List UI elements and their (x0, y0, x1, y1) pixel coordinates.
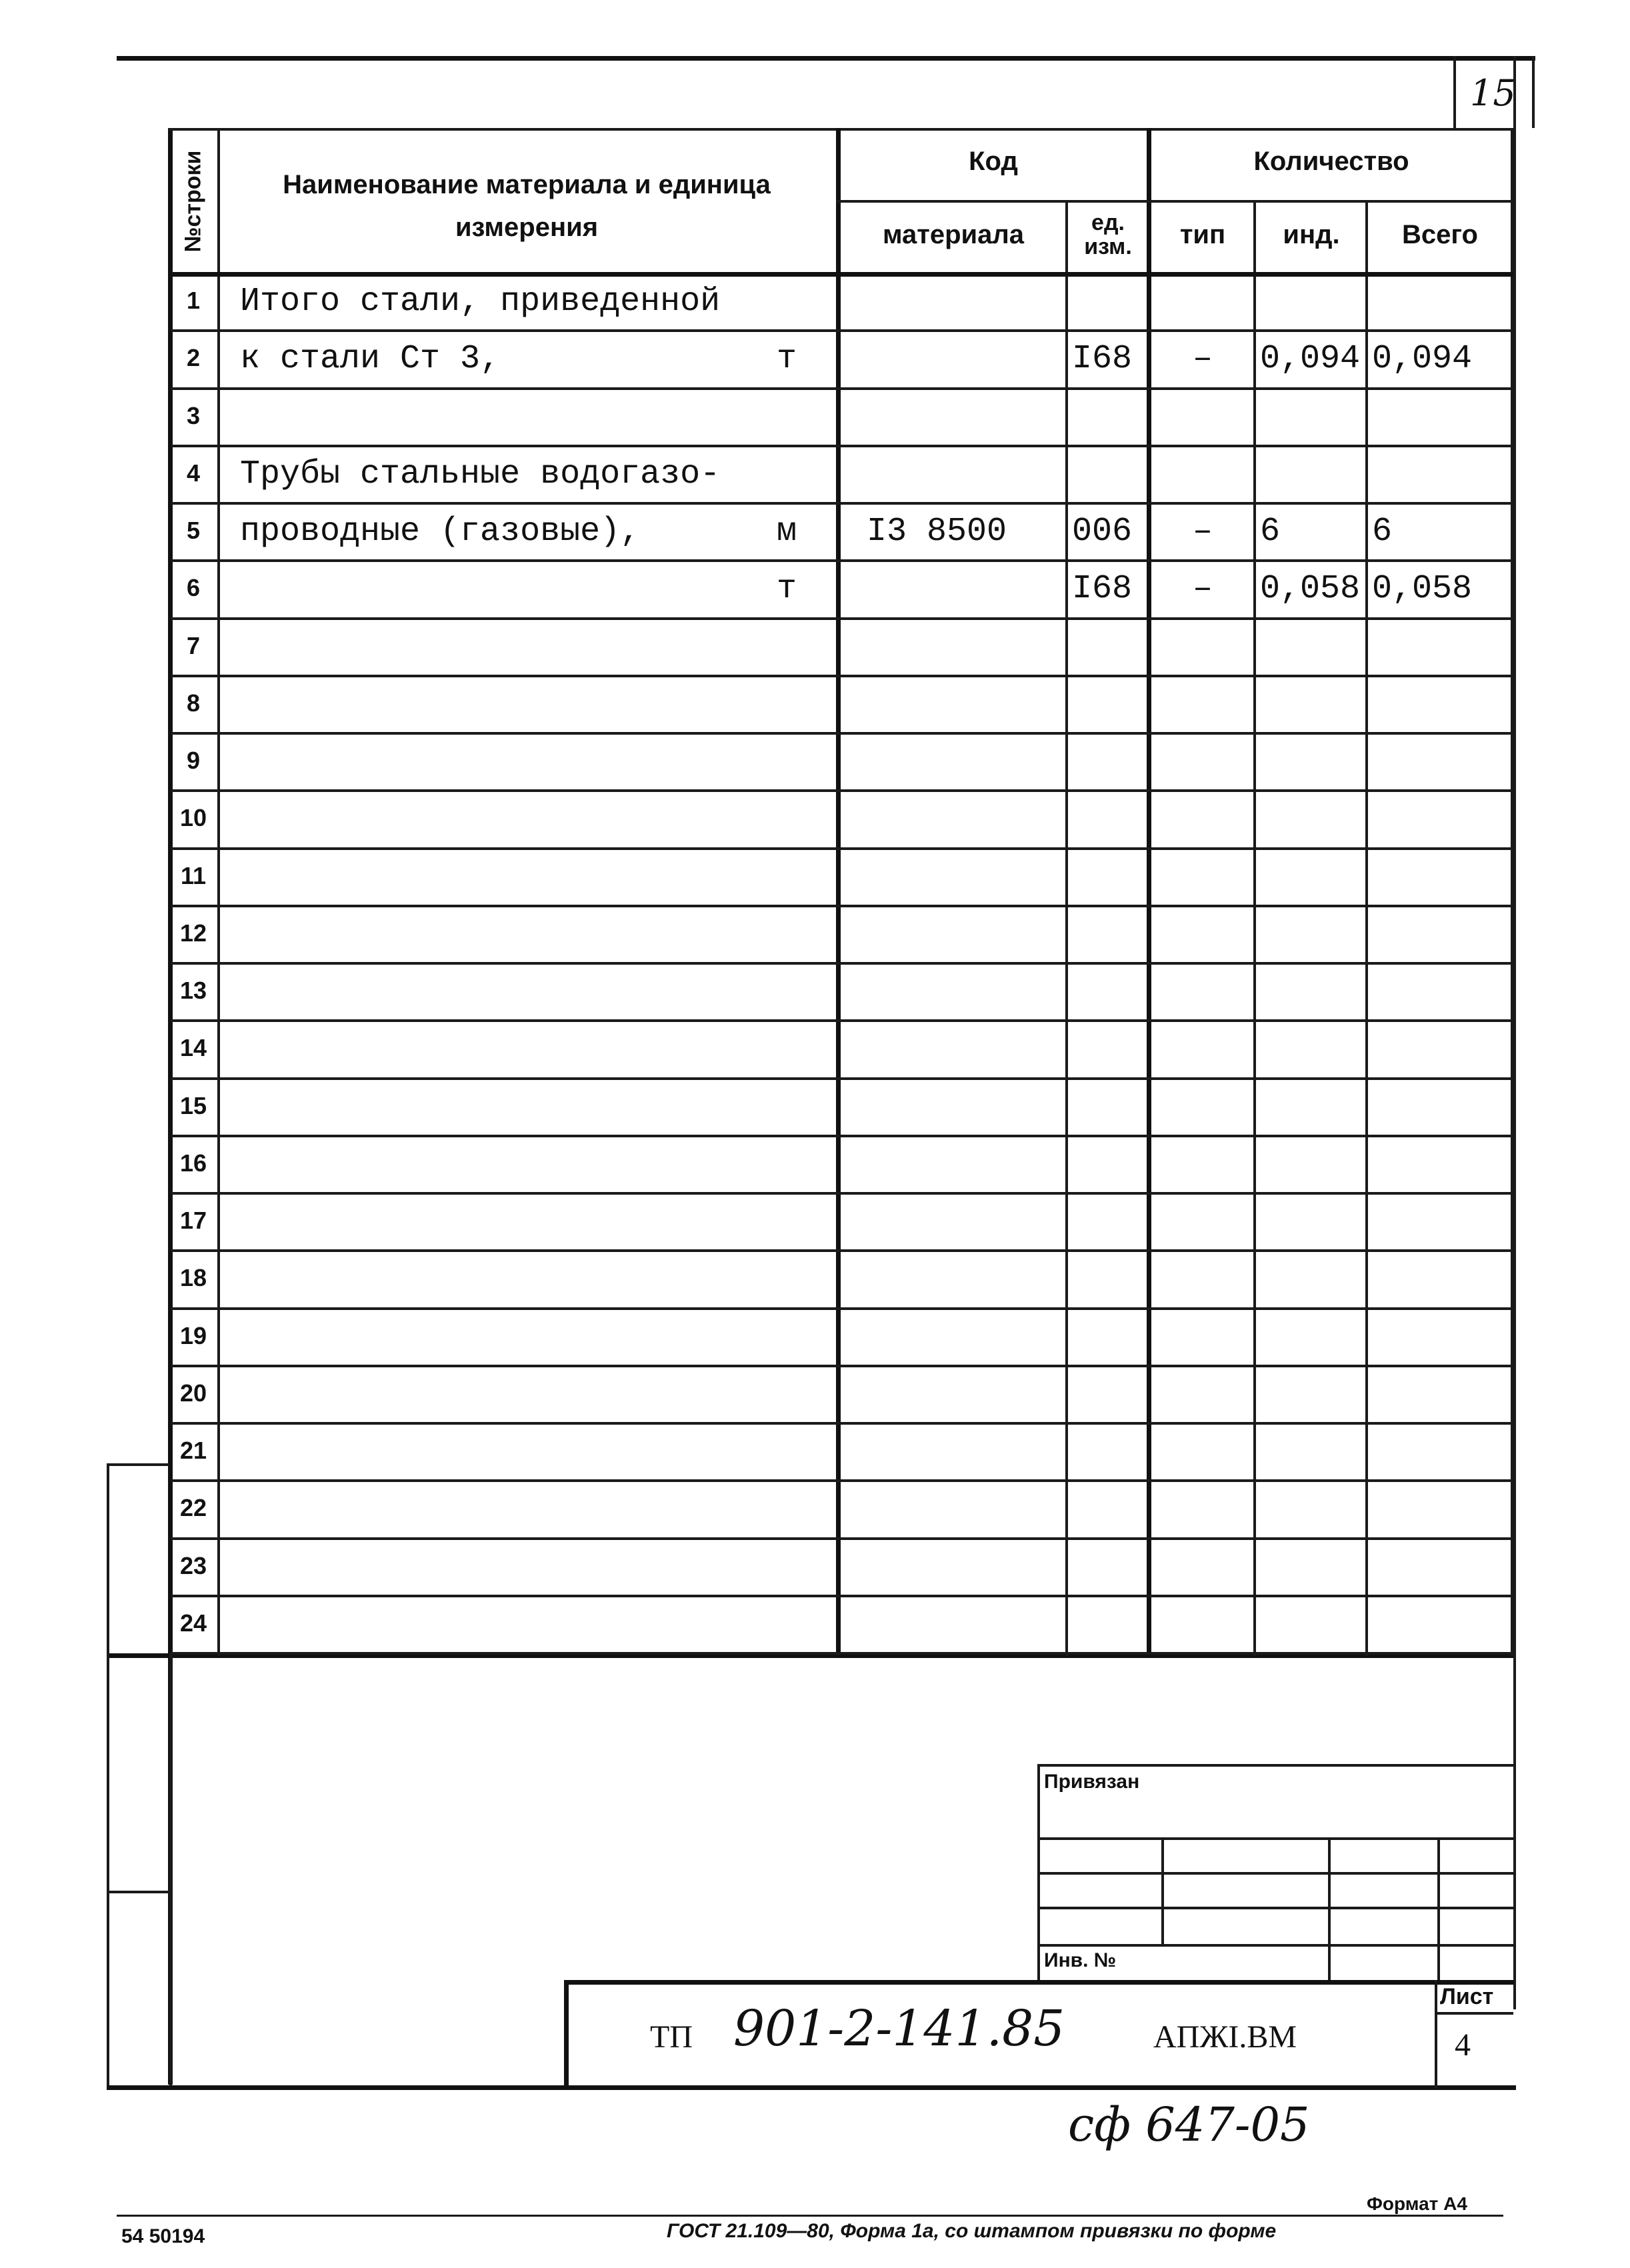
header-bottom-line (168, 272, 1513, 277)
footer-line (117, 2215, 1503, 2217)
header-mid-line (836, 200, 1513, 203)
row-separator (171, 732, 1513, 735)
cell-unit: т (776, 340, 797, 378)
cell-material-code: I3 8500 (867, 513, 1007, 551)
header-row-number: №строки (180, 150, 206, 253)
row-number: 3 (186, 402, 201, 429)
titleblock-left (564, 1980, 569, 2088)
cell-name: к стали Ст 3, (240, 340, 501, 378)
stamp-inv-no-label: Инв. № (1044, 1949, 1117, 1971)
titleblock-project-number: 901-2-141.85 (733, 2000, 1065, 2057)
cell-name: Итого стали, приведенной (240, 283, 721, 321)
row-separator (171, 502, 1513, 505)
cell-type: – (1192, 570, 1213, 608)
header-individual: инд. (1283, 220, 1340, 249)
row-number: 16 (179, 1149, 207, 1177)
row-separator (171, 617, 1513, 620)
footer-format: Формат А4 (1367, 2193, 1467, 2214)
col-line-name (836, 128, 841, 1656)
stamp-privyazan-label: Привязан (1044, 1771, 1140, 1793)
footer-left-code: 54 50194 (121, 2225, 205, 2247)
row-separator (171, 905, 1513, 907)
row-separator (171, 789, 1513, 792)
margin-strip-inner (169, 1653, 172, 2090)
row-number: 6 (186, 574, 201, 601)
col-line-material (1065, 200, 1068, 1656)
row-number: 10 (179, 804, 207, 831)
cell-individual: 6 (1260, 513, 1281, 551)
row-number: 1 (186, 287, 201, 314)
row-separator (171, 387, 1513, 390)
stamp-grid-col-2 (1328, 1837, 1331, 1983)
cell-unit-code: 006 (1072, 513, 1133, 551)
row-separator (171, 1365, 1513, 1367)
header-type: тип (1179, 220, 1226, 249)
row-number: 24 (179, 1609, 207, 1637)
corner-sheet-number: 15 (1470, 72, 1516, 114)
stamp-grid-line-1 (1037, 1837, 1513, 1840)
cell-unit: м (776, 513, 797, 551)
row-number: 9 (186, 747, 201, 774)
row-number: 21 (179, 1437, 207, 1464)
row-number: 17 (179, 1207, 207, 1234)
row-number: 14 (179, 1034, 207, 1061)
row-number: 18 (179, 1264, 207, 1291)
margin-strip-mid (107, 1891, 169, 1893)
row-number: 23 (179, 1552, 207, 1579)
corner-box-right (1532, 56, 1535, 128)
row-separator (171, 1192, 1513, 1195)
row-separator (171, 445, 1513, 447)
cell-name: Трубы стальные водогазо- (240, 455, 721, 493)
row-number: 15 (179, 1092, 207, 1119)
row-number: 13 (179, 977, 207, 1004)
cell-total: 6 (1372, 513, 1393, 551)
row-number: 22 (179, 1494, 207, 1521)
titleblock-top (564, 1980, 1513, 1985)
row-number: 11 (180, 862, 207, 889)
header-total: Всего (1402, 220, 1478, 249)
cell-individual: 0,094 (1260, 340, 1361, 378)
col-line-type (1253, 200, 1256, 1656)
row-separator (171, 1249, 1513, 1252)
header-material-code: материала (882, 220, 1025, 249)
cell-unit-code: I68 (1072, 340, 1133, 378)
cell-type: – (1192, 340, 1213, 378)
col-line-unit (1147, 128, 1151, 1656)
row-number: 8 (186, 689, 201, 717)
row-number: 5 (186, 517, 201, 544)
margin-strip-top (107, 1463, 169, 1466)
cell-unit-code: I68 (1072, 570, 1133, 608)
header-unit-code: ед. изм. (1084, 210, 1132, 259)
row-separator (171, 1307, 1513, 1310)
corner-box-left (1453, 56, 1456, 128)
titleblock-list-line (1435, 2012, 1513, 2015)
header-code-group: Код (969, 147, 1018, 176)
row-separator (171, 1019, 1513, 1022)
row-separator (171, 329, 1513, 332)
stamp-grid-line-3 (1037, 1907, 1513, 1909)
row-separator (171, 1077, 1513, 1080)
stamp-privyazan-top (1037, 1764, 1513, 1767)
stamp-grid-col-1 (1161, 1837, 1164, 1944)
cell-unit: т (776, 570, 797, 608)
sheet-bottom-border (107, 2085, 1516, 2090)
row-separator (171, 1537, 1513, 1540)
titleblock-doc-code: АПЖI.ВМ (1153, 2019, 1297, 2055)
row-separator (171, 1135, 1513, 1137)
titleblock-list-divider (1435, 1980, 1437, 2088)
header-material-name: Наименование материала и единица измерения (283, 170, 771, 242)
cell-total: 0,058 (1372, 570, 1473, 608)
stamp-grid-line-2 (1037, 1872, 1513, 1875)
row-separator (171, 847, 1513, 850)
col-line-ind (1365, 200, 1368, 1656)
row-number: 19 (179, 1322, 207, 1349)
frame-top-border (117, 56, 1535, 61)
row-number: 2 (186, 344, 201, 371)
margin-strip-left (107, 1463, 109, 2090)
cell-type: – (1192, 513, 1213, 551)
row-separator (171, 559, 1513, 562)
header-quantity-group: Количество (1253, 147, 1409, 176)
footer-gost-text: ГОСТ 21.109—80, Форма 1а, со штампом привязки по форме (667, 2220, 1277, 2242)
titleblock-list-label: Лист (1440, 1984, 1494, 2009)
row-separator (171, 962, 1513, 965)
cell-individual: 0,058 (1260, 570, 1361, 608)
col-line-rownum (217, 128, 220, 1656)
cell-name: проводные (газовые), (240, 513, 641, 551)
col-line-total-right (1511, 128, 1513, 1656)
row-number: 12 (179, 919, 207, 947)
row-separator (171, 1595, 1513, 1597)
row-separator (171, 675, 1513, 677)
frame-right-border (1513, 56, 1516, 2009)
row-number: 7 (186, 632, 201, 659)
row-separator (171, 1422, 1513, 1425)
stamp-grid-col-3 (1437, 1837, 1440, 1983)
handwritten-note: сф 647-05 (1068, 2097, 1310, 2152)
table-top-border (168, 128, 1516, 131)
cell-total: 0,094 (1372, 340, 1473, 378)
titleblock-project-prefix: ТП (650, 2019, 693, 2055)
row-number: 4 (186, 459, 201, 487)
stamp-grid-line-4 (1037, 1944, 1513, 1947)
row-separator (171, 1479, 1513, 1482)
row-separator (171, 1652, 1513, 1655)
row-number: 20 (179, 1379, 207, 1407)
titleblock-list-value: 4 (1455, 2027, 1471, 2063)
